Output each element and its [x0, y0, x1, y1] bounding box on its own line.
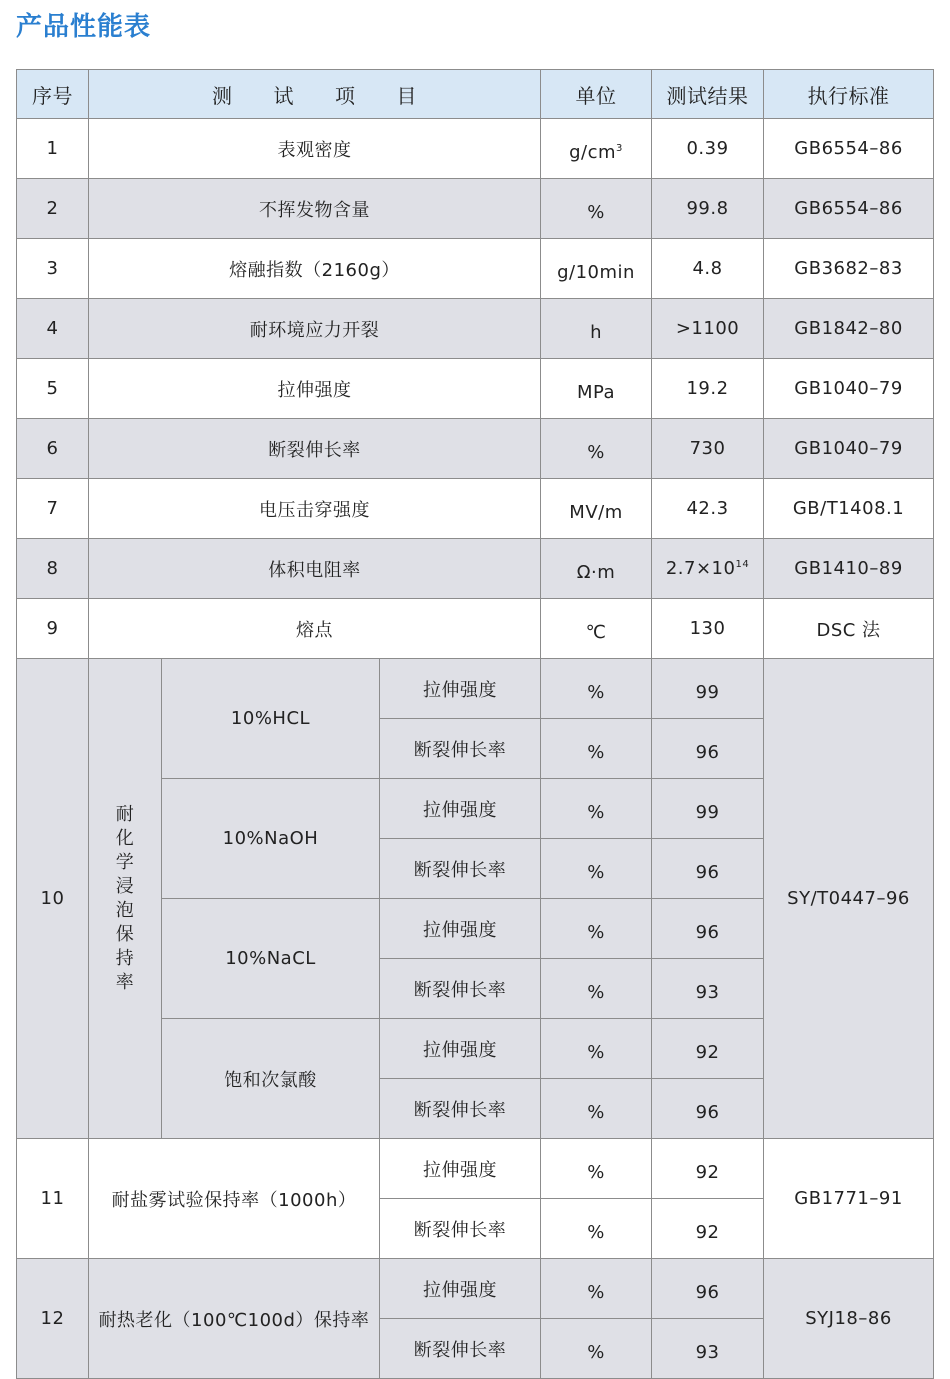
sub-item: 拉伸强度	[380, 899, 541, 959]
row-result: 730	[652, 419, 764, 479]
row-result: >1100	[652, 299, 764, 359]
row-unit: %	[541, 1259, 652, 1319]
result-sup: 14	[735, 559, 750, 570]
row-no: 9	[17, 599, 89, 659]
medium-name: 10%NaCL	[162, 899, 380, 1019]
row-no: 10	[17, 659, 89, 1139]
row-unit: MV/m	[541, 479, 652, 539]
row-standard: SY/T0447–96	[764, 659, 934, 1139]
row-standard: DSC 法	[764, 599, 934, 659]
row-item: 体积电阻率	[89, 539, 541, 599]
row-unit: h	[541, 299, 652, 359]
row-no: 1	[17, 119, 89, 179]
row-no: 11	[17, 1139, 89, 1259]
row-unit: %	[541, 959, 652, 1019]
row-result: 4.8	[652, 239, 764, 299]
header-item: 测 试 项 目	[89, 70, 541, 119]
row-result: 42.3	[652, 479, 764, 539]
row-unit: %	[541, 779, 652, 839]
table-row	[17, 119, 934, 179]
header-no: 序号	[17, 70, 89, 119]
row-unit: %	[541, 419, 652, 479]
row-no: 7	[17, 479, 89, 539]
row-standard: GB1040–79	[764, 419, 934, 479]
sub-item: 断裂伸长率	[380, 1079, 541, 1139]
sub-item: 拉伸强度	[380, 779, 541, 839]
row-no: 4	[17, 299, 89, 359]
row-item: 耐环境应力开裂	[89, 299, 541, 359]
row-result: 92	[652, 1019, 764, 1079]
medium-name: 10%NaOH	[162, 779, 380, 899]
row-unit: %	[541, 179, 652, 239]
row-unit: %	[541, 659, 652, 719]
row-standard: GB1410–89	[764, 539, 934, 599]
sub-item: 断裂伸长率	[380, 839, 541, 899]
row-result: 99.8	[652, 179, 764, 239]
sub-item: 拉伸强度	[380, 659, 541, 719]
row-item: 熔融指数（2160g）	[89, 239, 541, 299]
row-item: 表观密度	[89, 119, 541, 179]
group-char: 率	[115, 971, 135, 993]
row-standard: GB1771–91	[764, 1139, 934, 1259]
row-item: 耐盐雾试验保持率（1000h）	[89, 1139, 380, 1259]
row-unit: MPa	[541, 359, 652, 419]
header-standard: 执行标准	[764, 70, 934, 119]
row-item: 耐热老化（100℃100d）保持率	[89, 1259, 380, 1379]
row-standard: GB1842–80	[764, 299, 934, 359]
result-base: 2.7×10	[665, 558, 736, 579]
row-standard: GB3682–83	[764, 239, 934, 299]
table-row	[17, 359, 934, 419]
row-result: 93	[652, 959, 764, 1019]
row-no: 3	[17, 239, 89, 299]
row-result: 96	[652, 1079, 764, 1139]
page-title: 产品性能表	[16, 12, 152, 42]
table-row	[17, 479, 934, 539]
table-row	[17, 1259, 934, 1319]
sub-item: 断裂伸长率	[380, 719, 541, 779]
group-char: 浸	[115, 875, 135, 897]
row-unit: %	[541, 1079, 652, 1139]
performance-table	[16, 69, 934, 1379]
table-row	[17, 419, 934, 479]
row-result	[652, 539, 764, 599]
sub-item: 断裂伸长率	[380, 1199, 541, 1259]
row-result: 96	[652, 719, 764, 779]
group-char: 持	[115, 947, 135, 969]
row-result: 96	[652, 839, 764, 899]
row-result: 92	[652, 1199, 764, 1259]
header-unit: 单位	[541, 70, 652, 119]
sub-item: 拉伸强度	[380, 1259, 541, 1319]
row-item: 电压击穿强度	[89, 479, 541, 539]
row-unit: g/10min	[541, 239, 652, 299]
group-char: 保	[115, 923, 135, 945]
row-standard: GB/T1408.1	[764, 479, 934, 539]
row-standard: GB1040–79	[764, 359, 934, 419]
row-standard: GB6554–86	[764, 179, 934, 239]
medium-name: 10%HCL	[162, 659, 380, 779]
row-result: 19.2	[652, 359, 764, 419]
row-no: 5	[17, 359, 89, 419]
row-unit	[541, 119, 652, 179]
group-char: 化	[115, 827, 135, 849]
sub-item: 拉伸强度	[380, 1139, 541, 1199]
sub-item: 拉伸强度	[380, 1019, 541, 1079]
row-no: 2	[17, 179, 89, 239]
table-row	[17, 179, 934, 239]
row-result: 0.39	[652, 119, 764, 179]
row-item: 熔点	[89, 599, 541, 659]
row-unit: %	[541, 1019, 652, 1079]
row-unit: %	[541, 1199, 652, 1259]
row10-group-label	[89, 659, 162, 1139]
row-item: 拉伸强度	[89, 359, 541, 419]
header-row	[17, 70, 934, 119]
unit-sup: 3	[616, 143, 623, 154]
row-item: 不挥发物含量	[89, 179, 541, 239]
table-row	[17, 539, 934, 599]
unit-base: g/cm	[569, 142, 617, 163]
row-unit: Ω·m	[541, 539, 652, 599]
sub-item: 断裂伸长率	[380, 1319, 541, 1379]
row-result: 96	[652, 1259, 764, 1319]
row-unit: %	[541, 719, 652, 779]
table-row	[17, 299, 934, 359]
medium-name: 饱和次氯酸	[162, 1019, 380, 1139]
row-no: 12	[17, 1259, 89, 1379]
row-item: 断裂伸长率	[89, 419, 541, 479]
group-char: 泡	[115, 899, 135, 921]
table-row	[17, 1139, 934, 1199]
row-result: 92	[652, 1139, 764, 1199]
row-unit: ℃	[541, 599, 652, 659]
group-char: 耐	[115, 803, 135, 825]
row-no: 8	[17, 539, 89, 599]
row-result: 99	[652, 779, 764, 839]
row-result: 93	[652, 1319, 764, 1379]
table-row	[17, 599, 934, 659]
row-unit: %	[541, 899, 652, 959]
row-result: 96	[652, 899, 764, 959]
row-result: 130	[652, 599, 764, 659]
row-unit: %	[541, 1139, 652, 1199]
row-standard: GB6554–86	[764, 119, 934, 179]
sub-item: 断裂伸长率	[380, 959, 541, 1019]
row-standard: SYJ18–86	[764, 1259, 934, 1379]
table-row	[17, 239, 934, 299]
group-char: 学	[115, 851, 135, 873]
row-result: 99	[652, 659, 764, 719]
header-result: 测试结果	[652, 70, 764, 119]
row-unit: %	[541, 839, 652, 899]
row-no: 6	[17, 419, 89, 479]
table-row	[17, 659, 934, 719]
row-unit: %	[541, 1319, 652, 1379]
